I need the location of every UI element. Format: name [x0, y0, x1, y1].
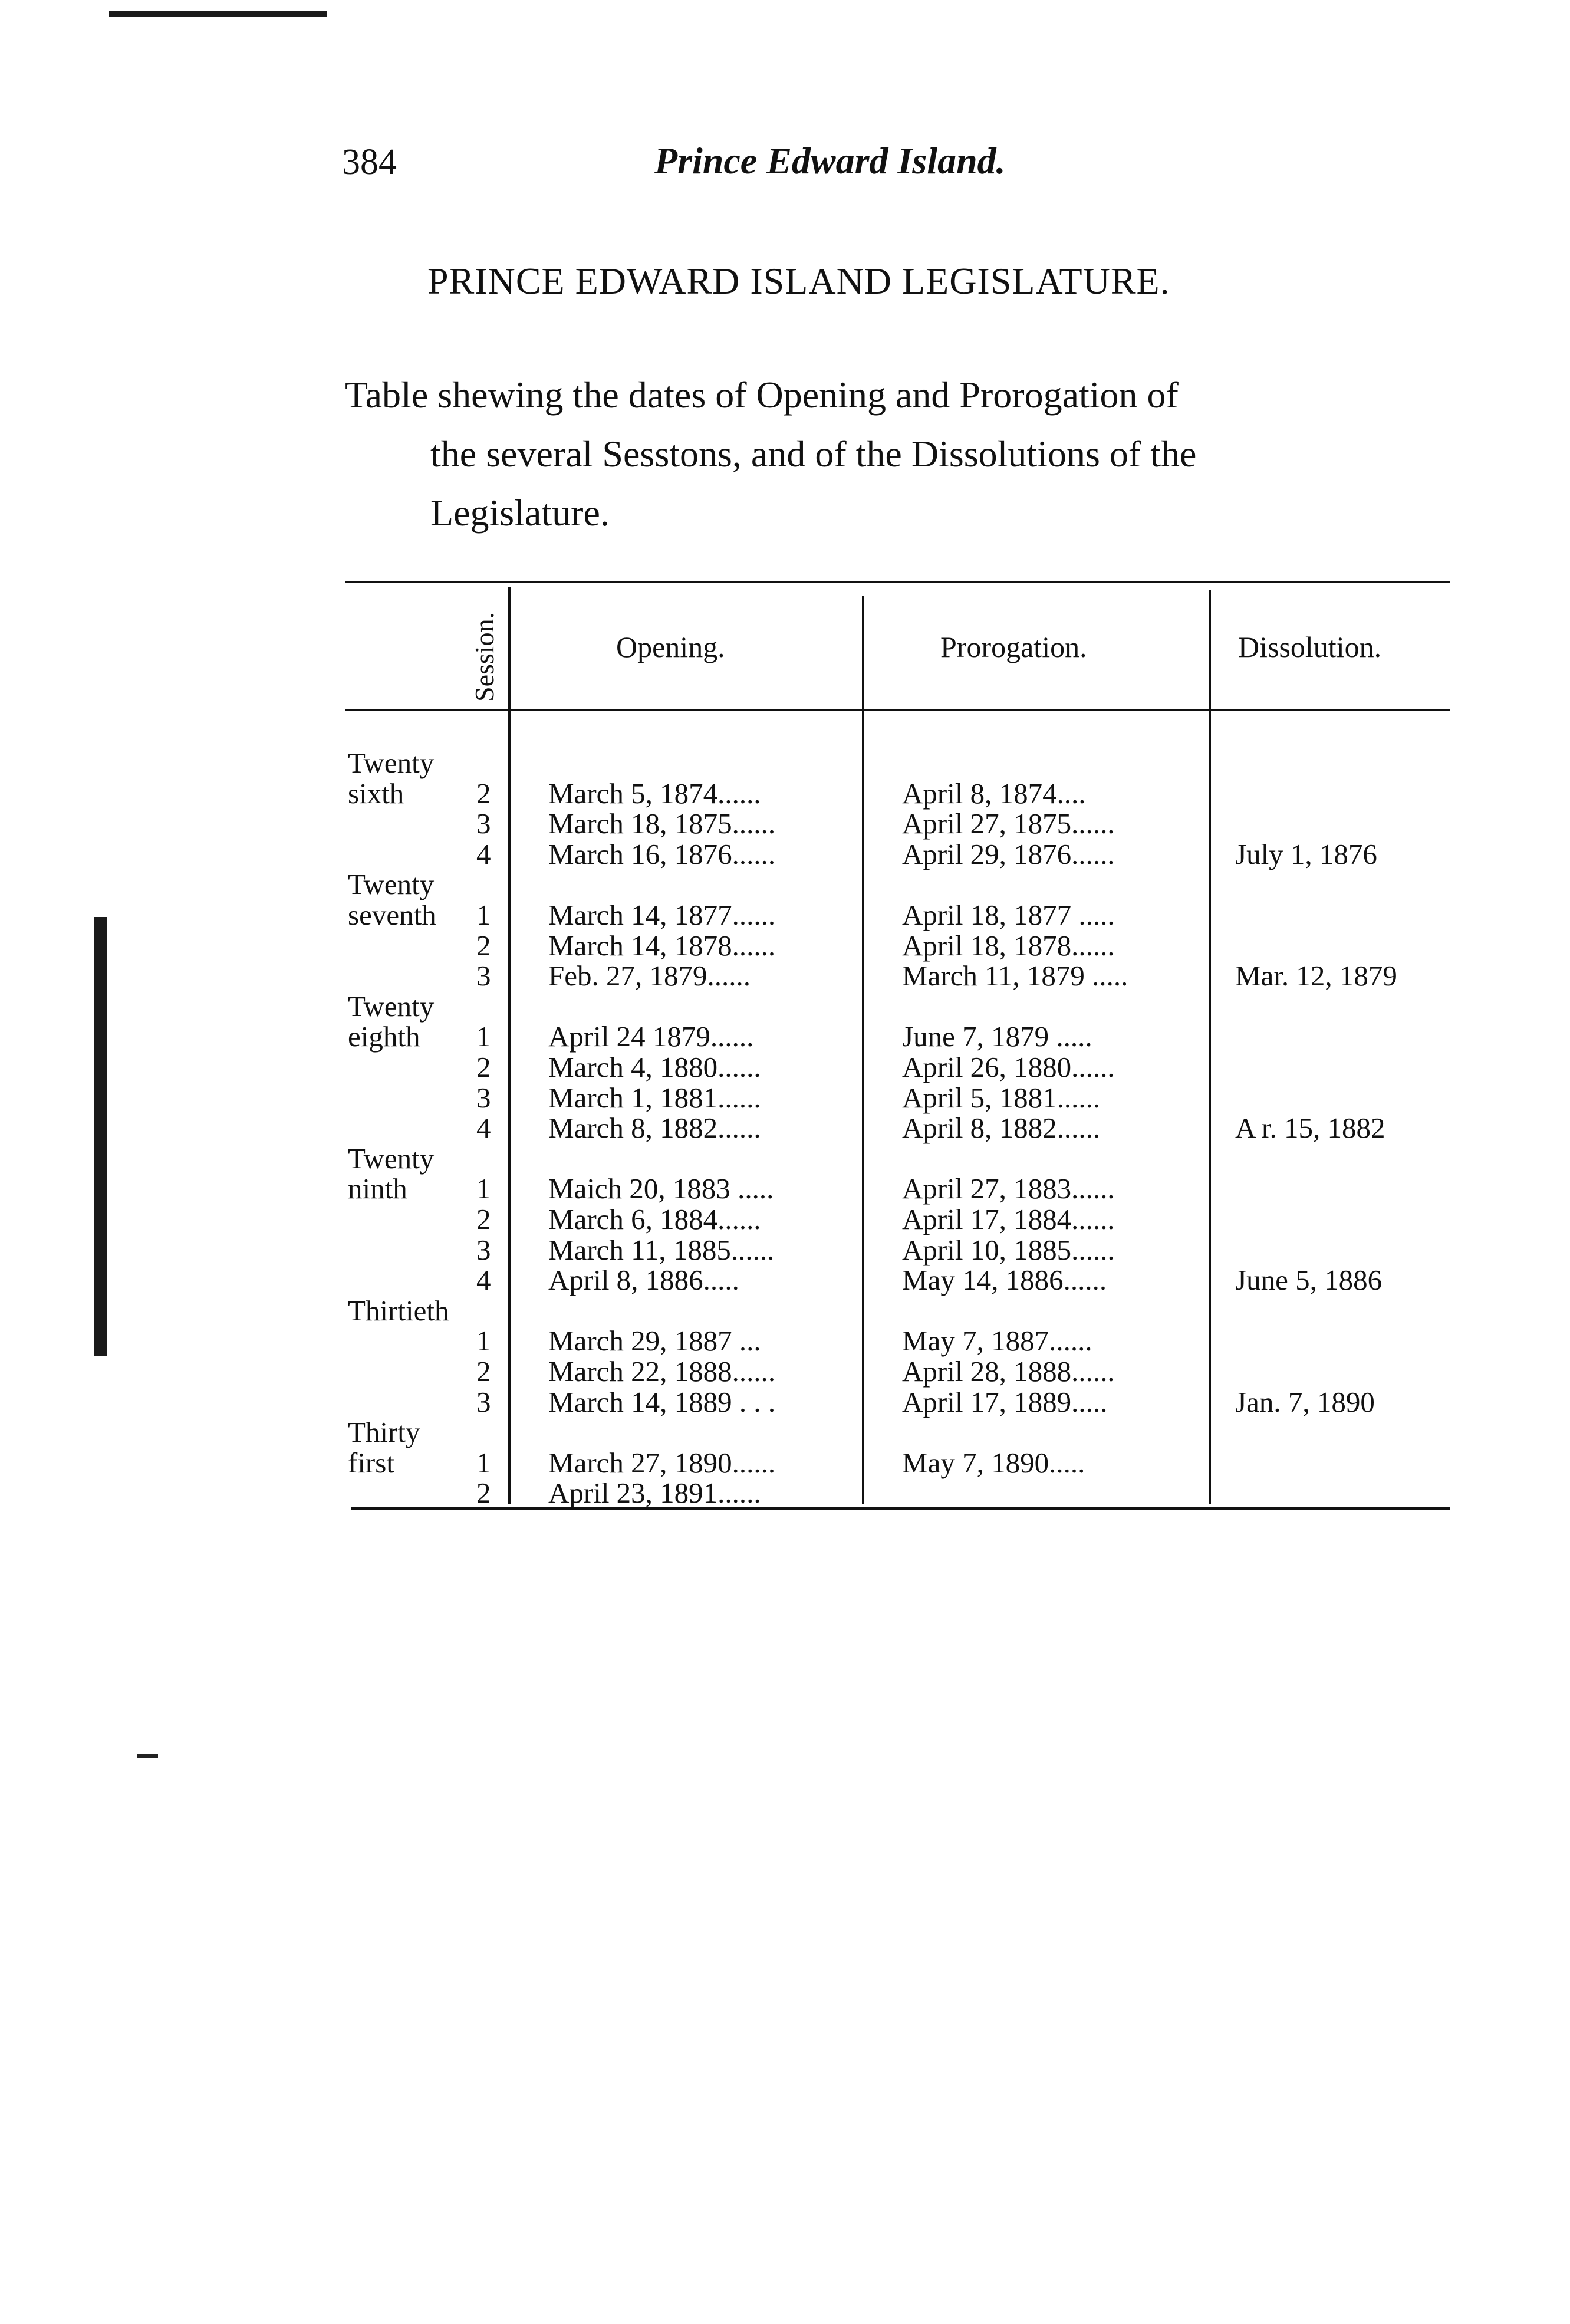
- table-row-prorogation: April 8, 1882......: [902, 1112, 1101, 1144]
- table-row-parliament: seventh: [348, 899, 436, 931]
- table-row-parliament: ninth: [348, 1172, 407, 1205]
- table-row-opening: March 14, 1877......: [548, 899, 776, 931]
- table-row-prorogation: April 17, 1889.....: [902, 1386, 1108, 1418]
- table-row-session: 4: [476, 1264, 491, 1296]
- table-row-prorogation: April 27, 1883......: [902, 1172, 1115, 1205]
- table-row-opening: March 14, 1889 . . .: [548, 1386, 776, 1418]
- table-bottom-rule: [351, 1507, 1450, 1510]
- table-row-parliament: eighth: [348, 1020, 420, 1053]
- table-row-parliament: first: [348, 1447, 394, 1479]
- column-header-opening: Opening.: [616, 630, 725, 663]
- table-row-opening: March 27, 1890......: [548, 1447, 776, 1479]
- table-row-session: 3: [476, 1234, 491, 1266]
- table-row-session: 3: [476, 959, 491, 992]
- table-row-session: 3: [476, 1082, 491, 1114]
- table-row-prorogation: April 5, 1881......: [902, 1082, 1101, 1114]
- running-head: Prince Edward Island.: [654, 140, 1006, 182]
- table-row-opening: Maich 20, 1883 .....: [548, 1172, 774, 1205]
- table-row-prorogation: April 28, 1888......: [902, 1355, 1115, 1388]
- table-row-prorogation: May 14, 1886......: [902, 1264, 1107, 1296]
- table-caption: [345, 366, 1453, 543]
- table-row-dissolution: Jan. 7, 1890: [1235, 1386, 1375, 1418]
- session-column-divider: [508, 587, 511, 1504]
- table-row-prorogation: April 26, 1880......: [902, 1051, 1115, 1083]
- table-row-parliament: Twenty: [348, 747, 435, 779]
- table-row-session: 1: [476, 1447, 491, 1479]
- column-header-dissolution: Dissolution.: [1238, 630, 1382, 663]
- table-row-opening: March 1, 1881......: [548, 1082, 761, 1114]
- caption-line-3: Legislature.: [430, 492, 610, 534]
- table-row-prorogation: April 18, 1877 .....: [902, 899, 1115, 931]
- table-row-opening: April 23, 1891......: [548, 1477, 761, 1509]
- table-row-dissolution: A r. 15, 1882: [1235, 1112, 1385, 1144]
- table-row-opening: March 4, 1880......: [548, 1051, 761, 1083]
- table-row-prorogation: March 11, 1879 .....: [902, 959, 1128, 992]
- table-row-parliament: Twenty: [348, 990, 435, 1023]
- table-row-prorogation: June 7, 1879 .....: [902, 1020, 1092, 1053]
- table-row-opening: March 18, 1875......: [548, 807, 776, 840]
- column-header-prorogation: Prorogation.: [940, 630, 1087, 663]
- table-row-parliament: Thirty: [348, 1416, 420, 1448]
- table-row-opening: April 24 1879......: [548, 1020, 754, 1053]
- table-row-prorogation: April 29, 1876......: [902, 838, 1115, 870]
- table-row-opening: April 8, 1886.....: [548, 1264, 739, 1296]
- table-row-session: 2: [476, 1203, 491, 1235]
- page-number: 384: [342, 142, 397, 182]
- table-row-prorogation: April 8, 1874....: [902, 777, 1086, 810]
- table-row-opening: March 16, 1876......: [548, 838, 776, 870]
- table-row-opening: March 22, 1888......: [548, 1355, 776, 1388]
- table-row-dissolution: June 5, 1886: [1235, 1264, 1383, 1296]
- table-row-prorogation: April 18, 1878......: [902, 929, 1115, 962]
- table-row-session: 2: [476, 1051, 491, 1083]
- table-header-rule: [345, 709, 1450, 711]
- table-row-opening: Feb. 27, 1879......: [548, 959, 751, 992]
- table-row-parliament: Twenty: [348, 1142, 435, 1175]
- table-row-prorogation: May 7, 1890.....: [902, 1447, 1085, 1479]
- caption-line-1: Table shewing the dates of Opening and Prorogation of: [345, 374, 1179, 416]
- table-row-session: 4: [476, 1112, 491, 1144]
- table-row-opening: March 11, 1885......: [548, 1234, 775, 1266]
- opening-column-divider: [862, 596, 864, 1504]
- page-title: PRINCE EDWARD ISLAND LEGISLATURE.: [427, 260, 1170, 302]
- table-row-session: 3: [476, 807, 491, 840]
- caption-line-2: the several Sesstons, and of the Dissolutions of the: [430, 433, 1197, 475]
- table-row-dissolution: Mar. 12, 1879: [1235, 959, 1397, 992]
- scan-artifact-margin-bar: [94, 917, 107, 1356]
- table-row-session: 2: [476, 777, 491, 810]
- table-row-session: 1: [476, 1020, 491, 1053]
- table-row-session: 2: [476, 1355, 491, 1388]
- table-row-session: 1: [476, 1324, 491, 1357]
- table-row-prorogation: April 10, 1885......: [902, 1234, 1115, 1266]
- column-header-session: Session.: [469, 612, 499, 702]
- scan-artifact-dash: [137, 1754, 158, 1758]
- table-row-parliament: sixth: [348, 777, 404, 810]
- table-row-session: 2: [476, 1477, 491, 1509]
- scan-artifact-gap: [327, 11, 380, 17]
- table-row-dissolution: July 1, 1876: [1235, 838, 1377, 870]
- table-row-session: 2: [476, 929, 491, 962]
- table-row-prorogation: May 7, 1887......: [902, 1324, 1092, 1357]
- table-row-opening: March 29, 1887 ...: [548, 1324, 761, 1357]
- table-row-prorogation: April 17, 1884......: [902, 1203, 1115, 1235]
- table-row-opening: March 14, 1878......: [548, 929, 776, 962]
- table-row-session: 1: [476, 899, 491, 931]
- table-row-parliament: Thirtieth: [348, 1294, 449, 1327]
- table-row-session: 1: [476, 1172, 491, 1205]
- table-row-session: 4: [476, 838, 491, 870]
- table-row-opening: March 5, 1874......: [548, 777, 761, 810]
- table-top-rule: [345, 581, 1450, 583]
- prorogation-column-divider: [1209, 590, 1211, 1504]
- table-row-opening: March 6, 1884......: [548, 1203, 761, 1235]
- table-row-parliament: Twenty: [348, 868, 435, 900]
- table-row-session: 3: [476, 1386, 491, 1418]
- table-row-opening: March 8, 1882......: [548, 1112, 761, 1144]
- table-row-prorogation: April 27, 1875......: [902, 807, 1115, 840]
